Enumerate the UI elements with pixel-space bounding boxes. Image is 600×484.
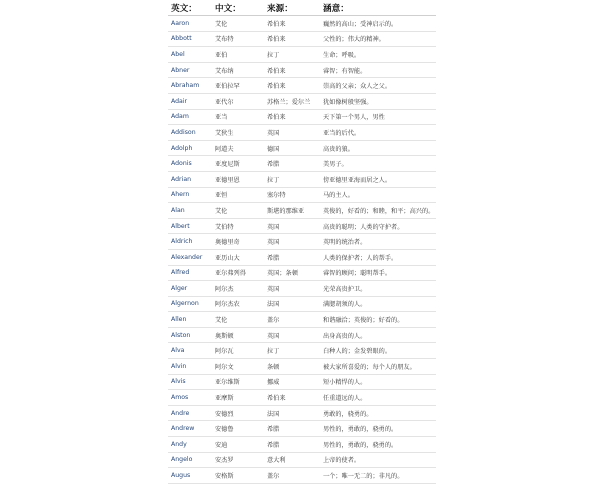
name-chinese: 安格斯 xyxy=(212,468,264,484)
table-row xyxy=(168,437,436,453)
name-chinese: 亚恒 xyxy=(212,187,264,203)
name-english: Alger xyxy=(168,281,212,297)
name-meaning: 巍然的高山；受神启示的。 xyxy=(320,16,436,32)
name-english: Abel xyxy=(168,47,212,63)
name-meaning: 睿智；有智能。 xyxy=(320,62,436,78)
name-meaning: 天下第一个男人，男性 xyxy=(320,109,436,125)
name-origin: 希伯来 xyxy=(264,31,320,47)
name-english: Andre xyxy=(168,405,212,421)
name-origin: 拉丁 xyxy=(264,47,320,63)
name-meaning: 和谐融洽；英俊的；好看的。 xyxy=(320,312,436,328)
name-meaning: 亚当的后代。 xyxy=(320,125,436,141)
name-english: Algernon xyxy=(168,296,212,312)
name-chinese: 阿尔杰 xyxy=(212,281,264,297)
name-english: Abner xyxy=(168,62,212,78)
name-origin: 希伯来 xyxy=(264,62,320,78)
name-meaning: 满腮胡须的人。 xyxy=(320,296,436,312)
name-origin: 塞尔特 xyxy=(264,187,320,203)
name-meaning: 高贵的聪明；人类的守护者。 xyxy=(320,218,436,234)
name-origin: 拉丁 xyxy=(264,343,320,359)
name-english: Ahern xyxy=(168,187,212,203)
table-row xyxy=(168,405,436,421)
name-origin: 英国 xyxy=(264,234,320,250)
name-chinese: 艾伦 xyxy=(212,203,264,219)
name-origin: 德国 xyxy=(264,140,320,156)
name-meaning: 勇敢的，骁勇的。 xyxy=(320,405,436,421)
name-english: Alvin xyxy=(168,359,212,375)
table-row xyxy=(168,452,436,468)
name-chinese: 亚摩斯 xyxy=(212,390,264,406)
name-origin: 斯堪的那维亚 xyxy=(264,203,320,219)
name-meaning: 男性的，勇敢的，骁勇的。 xyxy=(320,421,436,437)
header-origin: 来源： xyxy=(264,0,320,16)
name-meaning: 被大家所喜爱的；每个人的朋友。 xyxy=(320,359,436,375)
name-meaning: 人类的保护者；人的帮手。 xyxy=(320,249,436,265)
name-origin: 英国 xyxy=(264,218,320,234)
table-row xyxy=(168,327,436,343)
name-chinese: 艾布纳 xyxy=(212,62,264,78)
name-origin: 法国 xyxy=(264,296,320,312)
name-meaning: 任重道远的人。 xyxy=(320,390,436,406)
name-chinese: 阿道夫 xyxy=(212,140,264,156)
name-chinese: 艾伯特 xyxy=(212,218,264,234)
name-meaning: 美男子。 xyxy=(320,156,436,172)
name-meaning: 英明的统治者。 xyxy=(320,234,436,250)
name-origin: 拉丁 xyxy=(264,171,320,187)
name-chinese: 亚伯 xyxy=(212,47,264,63)
name-english: Andy xyxy=(168,437,212,453)
name-english: Alvis xyxy=(168,374,212,390)
table-row xyxy=(168,390,436,406)
table-row xyxy=(168,296,436,312)
name-origin: 挪威 xyxy=(264,374,320,390)
table-row xyxy=(168,359,436,375)
name-english: Abraham xyxy=(168,78,212,94)
table-row xyxy=(168,156,436,172)
name-chinese: 安杰罗 xyxy=(212,452,264,468)
table-row xyxy=(168,16,436,32)
name-origin: 苏格兰；爱尔兰 xyxy=(264,93,320,109)
name-chinese: 阿尔文 xyxy=(212,359,264,375)
name-meaning: 英俊的，好看的；和睦，和平；高兴的。 xyxy=(320,203,436,219)
name-origin: 盖尔 xyxy=(264,468,320,484)
name-origin: 条顿 xyxy=(264,359,320,375)
name-meaning: 男性的，勇敢的，骁勇的。 xyxy=(320,437,436,453)
table-row xyxy=(168,421,436,437)
table-row xyxy=(168,374,436,390)
table-row xyxy=(168,468,436,484)
name-english: Amos xyxy=(168,390,212,406)
name-chinese: 阿尔瓦 xyxy=(212,343,264,359)
name-meaning: 高贵的狼。 xyxy=(320,140,436,156)
table-row xyxy=(168,140,436,156)
name-origin: 希伯来 xyxy=(264,109,320,125)
name-meaning: 短小精悍的人。 xyxy=(320,374,436,390)
table-row xyxy=(168,187,436,203)
name-english: Alva xyxy=(168,343,212,359)
name-meaning: 一个；唯一无二的；非凡的。 xyxy=(320,468,436,484)
name-origin: 英国；条顿 xyxy=(264,265,320,281)
name-chinese: 奥斯顿 xyxy=(212,327,264,343)
name-chinese: 安德鲁 xyxy=(212,421,264,437)
name-english: Andrew xyxy=(168,421,212,437)
table-row xyxy=(168,109,436,125)
table-row xyxy=(168,78,436,94)
name-origin: 希伯来 xyxy=(264,78,320,94)
table-row xyxy=(168,218,436,234)
name-chinese: 艾伦 xyxy=(212,312,264,328)
name-chinese: 艾布特 xyxy=(212,31,264,47)
name-english: Adolph xyxy=(168,140,212,156)
table-row xyxy=(168,265,436,281)
name-chinese: 亚尔弗列得 xyxy=(212,265,264,281)
name-meaning: 马的主人。 xyxy=(320,187,436,203)
name-english: Adonis xyxy=(168,156,212,172)
name-origin: 希伯来 xyxy=(264,16,320,32)
name-meaning: 犹如像树般坚强。 xyxy=(320,93,436,109)
name-meaning: 父性的；伟大的精神。 xyxy=(320,31,436,47)
table-row xyxy=(168,281,436,297)
name-meaning: 睿智的顾问；聪明帮手。 xyxy=(320,265,436,281)
name-origin: 希腊 xyxy=(264,156,320,172)
table-body xyxy=(168,16,436,484)
name-chinese: 亚当 xyxy=(212,109,264,125)
table-row xyxy=(168,125,436,141)
name-english: Aaron xyxy=(168,16,212,32)
name-meaning: 崇高的父亲；众人之父。 xyxy=(320,78,436,94)
english-names-table xyxy=(168,0,436,484)
name-english: Angelo xyxy=(168,452,212,468)
table-row xyxy=(168,31,436,47)
name-chinese: 亚度尼斯 xyxy=(212,156,264,172)
header-english: 英文： xyxy=(168,0,212,16)
table-row xyxy=(168,234,436,250)
name-origin: 英国 xyxy=(264,327,320,343)
name-english: Albert xyxy=(168,218,212,234)
name-origin: 盖尔 xyxy=(264,312,320,328)
table-row xyxy=(168,47,436,63)
table-row xyxy=(168,312,436,328)
name-english: Alexander xyxy=(168,249,212,265)
name-chinese: 亚德里恩 xyxy=(212,171,264,187)
table-row xyxy=(168,203,436,219)
name-meaning: 傍亚德里亚海而居之人。 xyxy=(320,171,436,187)
name-origin: 法国 xyxy=(264,405,320,421)
name-chinese: 阿尔杰农 xyxy=(212,296,264,312)
name-english: Allen xyxy=(168,312,212,328)
name-origin: 希腊 xyxy=(264,421,320,437)
name-english: Adrian xyxy=(168,171,212,187)
header-meaning: 涵意： xyxy=(320,0,436,16)
name-english: Alfred xyxy=(168,265,212,281)
table-row xyxy=(168,93,436,109)
table-row xyxy=(168,171,436,187)
name-chinese: 亚尔维斯 xyxy=(212,374,264,390)
name-origin: 英国 xyxy=(264,125,320,141)
name-meaning: 光荣高贵护卫。 xyxy=(320,281,436,297)
name-origin: 英国 xyxy=(264,281,320,297)
table-row xyxy=(168,343,436,359)
name-english: Adam xyxy=(168,109,212,125)
name-chinese: 艾狄生 xyxy=(212,125,264,141)
name-chinese: 亚伯拉罕 xyxy=(212,78,264,94)
name-chinese: 亚历山大 xyxy=(212,249,264,265)
table-row xyxy=(168,249,436,265)
name-meaning: 生命；呼吸。 xyxy=(320,47,436,63)
table-row xyxy=(168,62,436,78)
name-chinese: 安德烈 xyxy=(212,405,264,421)
name-meaning: 出身高贵的人。 xyxy=(320,327,436,343)
name-origin: 希腊 xyxy=(264,249,320,265)
name-english: Addison xyxy=(168,125,212,141)
name-english: Abbott xyxy=(168,31,212,47)
header-chinese: 中文： xyxy=(212,0,264,16)
name-origin: 意大利 xyxy=(264,452,320,468)
name-meaning: 白种人的；金发碧眼的。 xyxy=(320,343,436,359)
name-english: Adair xyxy=(168,93,212,109)
name-origin: 希伯来 xyxy=(264,390,320,406)
name-english: Aldrich xyxy=(168,234,212,250)
name-meaning: 上帝的使者。 xyxy=(320,452,436,468)
name-chinese: 奥德里奇 xyxy=(212,234,264,250)
name-origin: 希腊 xyxy=(264,437,320,453)
table-header-row xyxy=(168,0,436,16)
name-chinese: 安迪 xyxy=(212,437,264,453)
name-chinese: 艾伦 xyxy=(212,16,264,32)
name-english: Alan xyxy=(168,203,212,219)
name-english: Alston xyxy=(168,327,212,343)
name-chinese: 亚代尔 xyxy=(212,93,264,109)
name-english: Augus xyxy=(168,468,212,484)
